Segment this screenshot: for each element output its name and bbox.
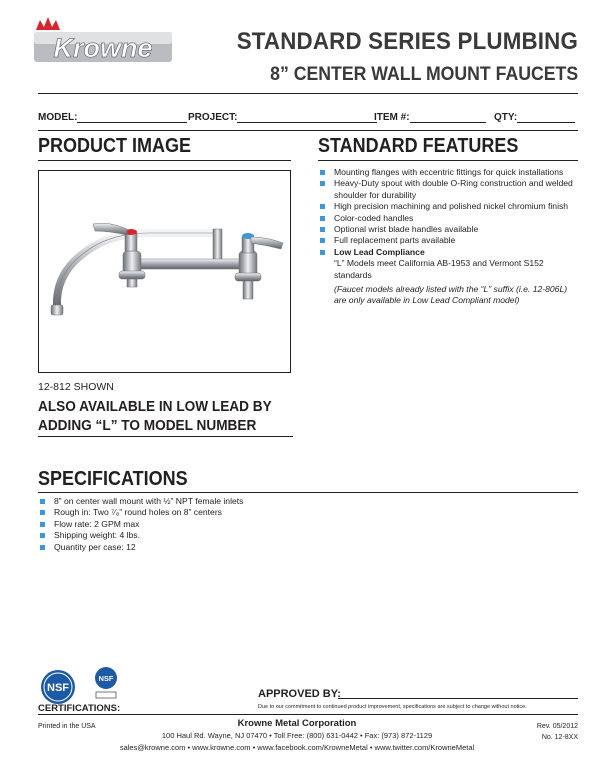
- printed-in-usa: Printed in the USA: [38, 723, 96, 730]
- list-item: Optional wrist blade handles available: [318, 224, 580, 235]
- faucet-illustration: [39, 171, 290, 372]
- approved-by-line[interactable]: [338, 698, 578, 699]
- approved-by-label: APPROVED BY:: [258, 688, 341, 700]
- product-image-rule: [38, 160, 291, 161]
- product-image: [38, 170, 291, 373]
- revision-date: Rev. 05/2012: [536, 723, 578, 730]
- item-blank[interactable]: [410, 113, 486, 123]
- specifications-heading: SPECIFICATIONS: [38, 468, 188, 490]
- list-item: Quantity per case: 12: [38, 542, 338, 553]
- nsf-certification-mark: [40, 669, 76, 705]
- project-blank[interactable]: [237, 113, 377, 123]
- specifications-list: [38, 496, 338, 553]
- revision-info: [537, 721, 578, 743]
- company-contacts: sales@krowne.com • www.krowne.com • www.facebook.com/KrowneMetal • www.twitter.com/KrowneMetal: [119, 743, 475, 752]
- project-field[interactable]: [188, 112, 377, 123]
- list-item: Shipping weight: 4 lbs.: [38, 530, 338, 541]
- item-field[interactable]: [374, 112, 486, 123]
- krowne-logo: [32, 14, 174, 64]
- qty-label: QTY:: [494, 112, 518, 123]
- low-lead-note-line2: ADDING “L” TO MODEL NUMBER: [38, 418, 257, 434]
- list-item: High precision machining and polished nickel chromium finish: [318, 201, 580, 212]
- model-field[interactable]: [38, 112, 187, 123]
- list-item: Color-coded handles: [318, 213, 580, 224]
- low-lead-rule: [38, 436, 293, 437]
- qty-blank[interactable]: [517, 113, 575, 123]
- document-title: STANDARD SERIES PLUMBING: [236, 28, 578, 55]
- company-address: 100 Haul Rd. Wayne, NJ 07470 • Toll Free: (800) 631-0442 • Fax: (973) 872-1129: [161, 731, 433, 740]
- nsf-text: NSF: [98, 674, 114, 683]
- certifications-rule: [38, 714, 578, 715]
- features-list: [318, 167, 580, 307]
- logo-text: Krowne: [53, 33, 153, 63]
- project-label: PROJECT:: [188, 112, 238, 123]
- list-item: 8” on center wall mount with ½” NPT female inlets: [38, 496, 338, 507]
- list-item: Full replacement parts available: [318, 235, 580, 246]
- model-label: MODEL:: [38, 112, 78, 123]
- document-subtitle: 8” CENTER WALL MOUNT FAUCETS: [270, 64, 578, 85]
- form-fields: [38, 112, 578, 126]
- low-lead-text: “L” Models meet California AB-1953 and Vermont S152 standards: [334, 258, 544, 280]
- list-item: Heavy-Duty spout with double O-Ring construction and welded shoulder for durability: [318, 178, 580, 201]
- model-blank[interactable]: [77, 113, 187, 123]
- certifications-label: CERTIFICATIONS:: [38, 703, 121, 714]
- document-number: No. 12-8XX: [541, 734, 578, 741]
- nsf-text: NSF: [47, 682, 69, 694]
- company-name: Krowne Metal Corporation: [237, 718, 357, 729]
- header-rule: [38, 93, 578, 94]
- specifications-rule: [38, 492, 578, 493]
- fields-rule: [38, 130, 578, 131]
- item-label: ITEM #:: [374, 112, 410, 123]
- standard-features-heading: STANDARD FEATURES: [318, 135, 519, 157]
- low-lead-title: Low Lead Compliance: [318, 247, 580, 258]
- list-item: Flow rate: 2 GPM max: [38, 519, 338, 530]
- product-image-heading: PRODUCT IMAGE: [38, 135, 191, 157]
- standard-features-rule: [318, 160, 578, 161]
- change-notice: Due to our commitment to continued product improvement, specifications are subject to change without notice.: [258, 704, 527, 710]
- nsf-listed-mark: [92, 666, 120, 700]
- list-item: Rough in: Two ⁷⁄₈” round holes on 8” centers: [38, 507, 338, 518]
- list-item: Mounting flanges with eccentric fittings for quick installations: [318, 167, 580, 178]
- qty-field[interactable]: [494, 112, 575, 123]
- low-lead-note: [38, 398, 272, 436]
- low-lead-suffix-note: (Faucet models already listed with the “L” suffix (i.e. 12-806L) are only available in Low Lead Compliant model): [334, 284, 568, 306]
- low-lead-note-line1: ALSO AVAILABLE IN LOW LEAD BY: [38, 399, 272, 415]
- image-caption: 12-812 SHOWN: [38, 381, 114, 393]
